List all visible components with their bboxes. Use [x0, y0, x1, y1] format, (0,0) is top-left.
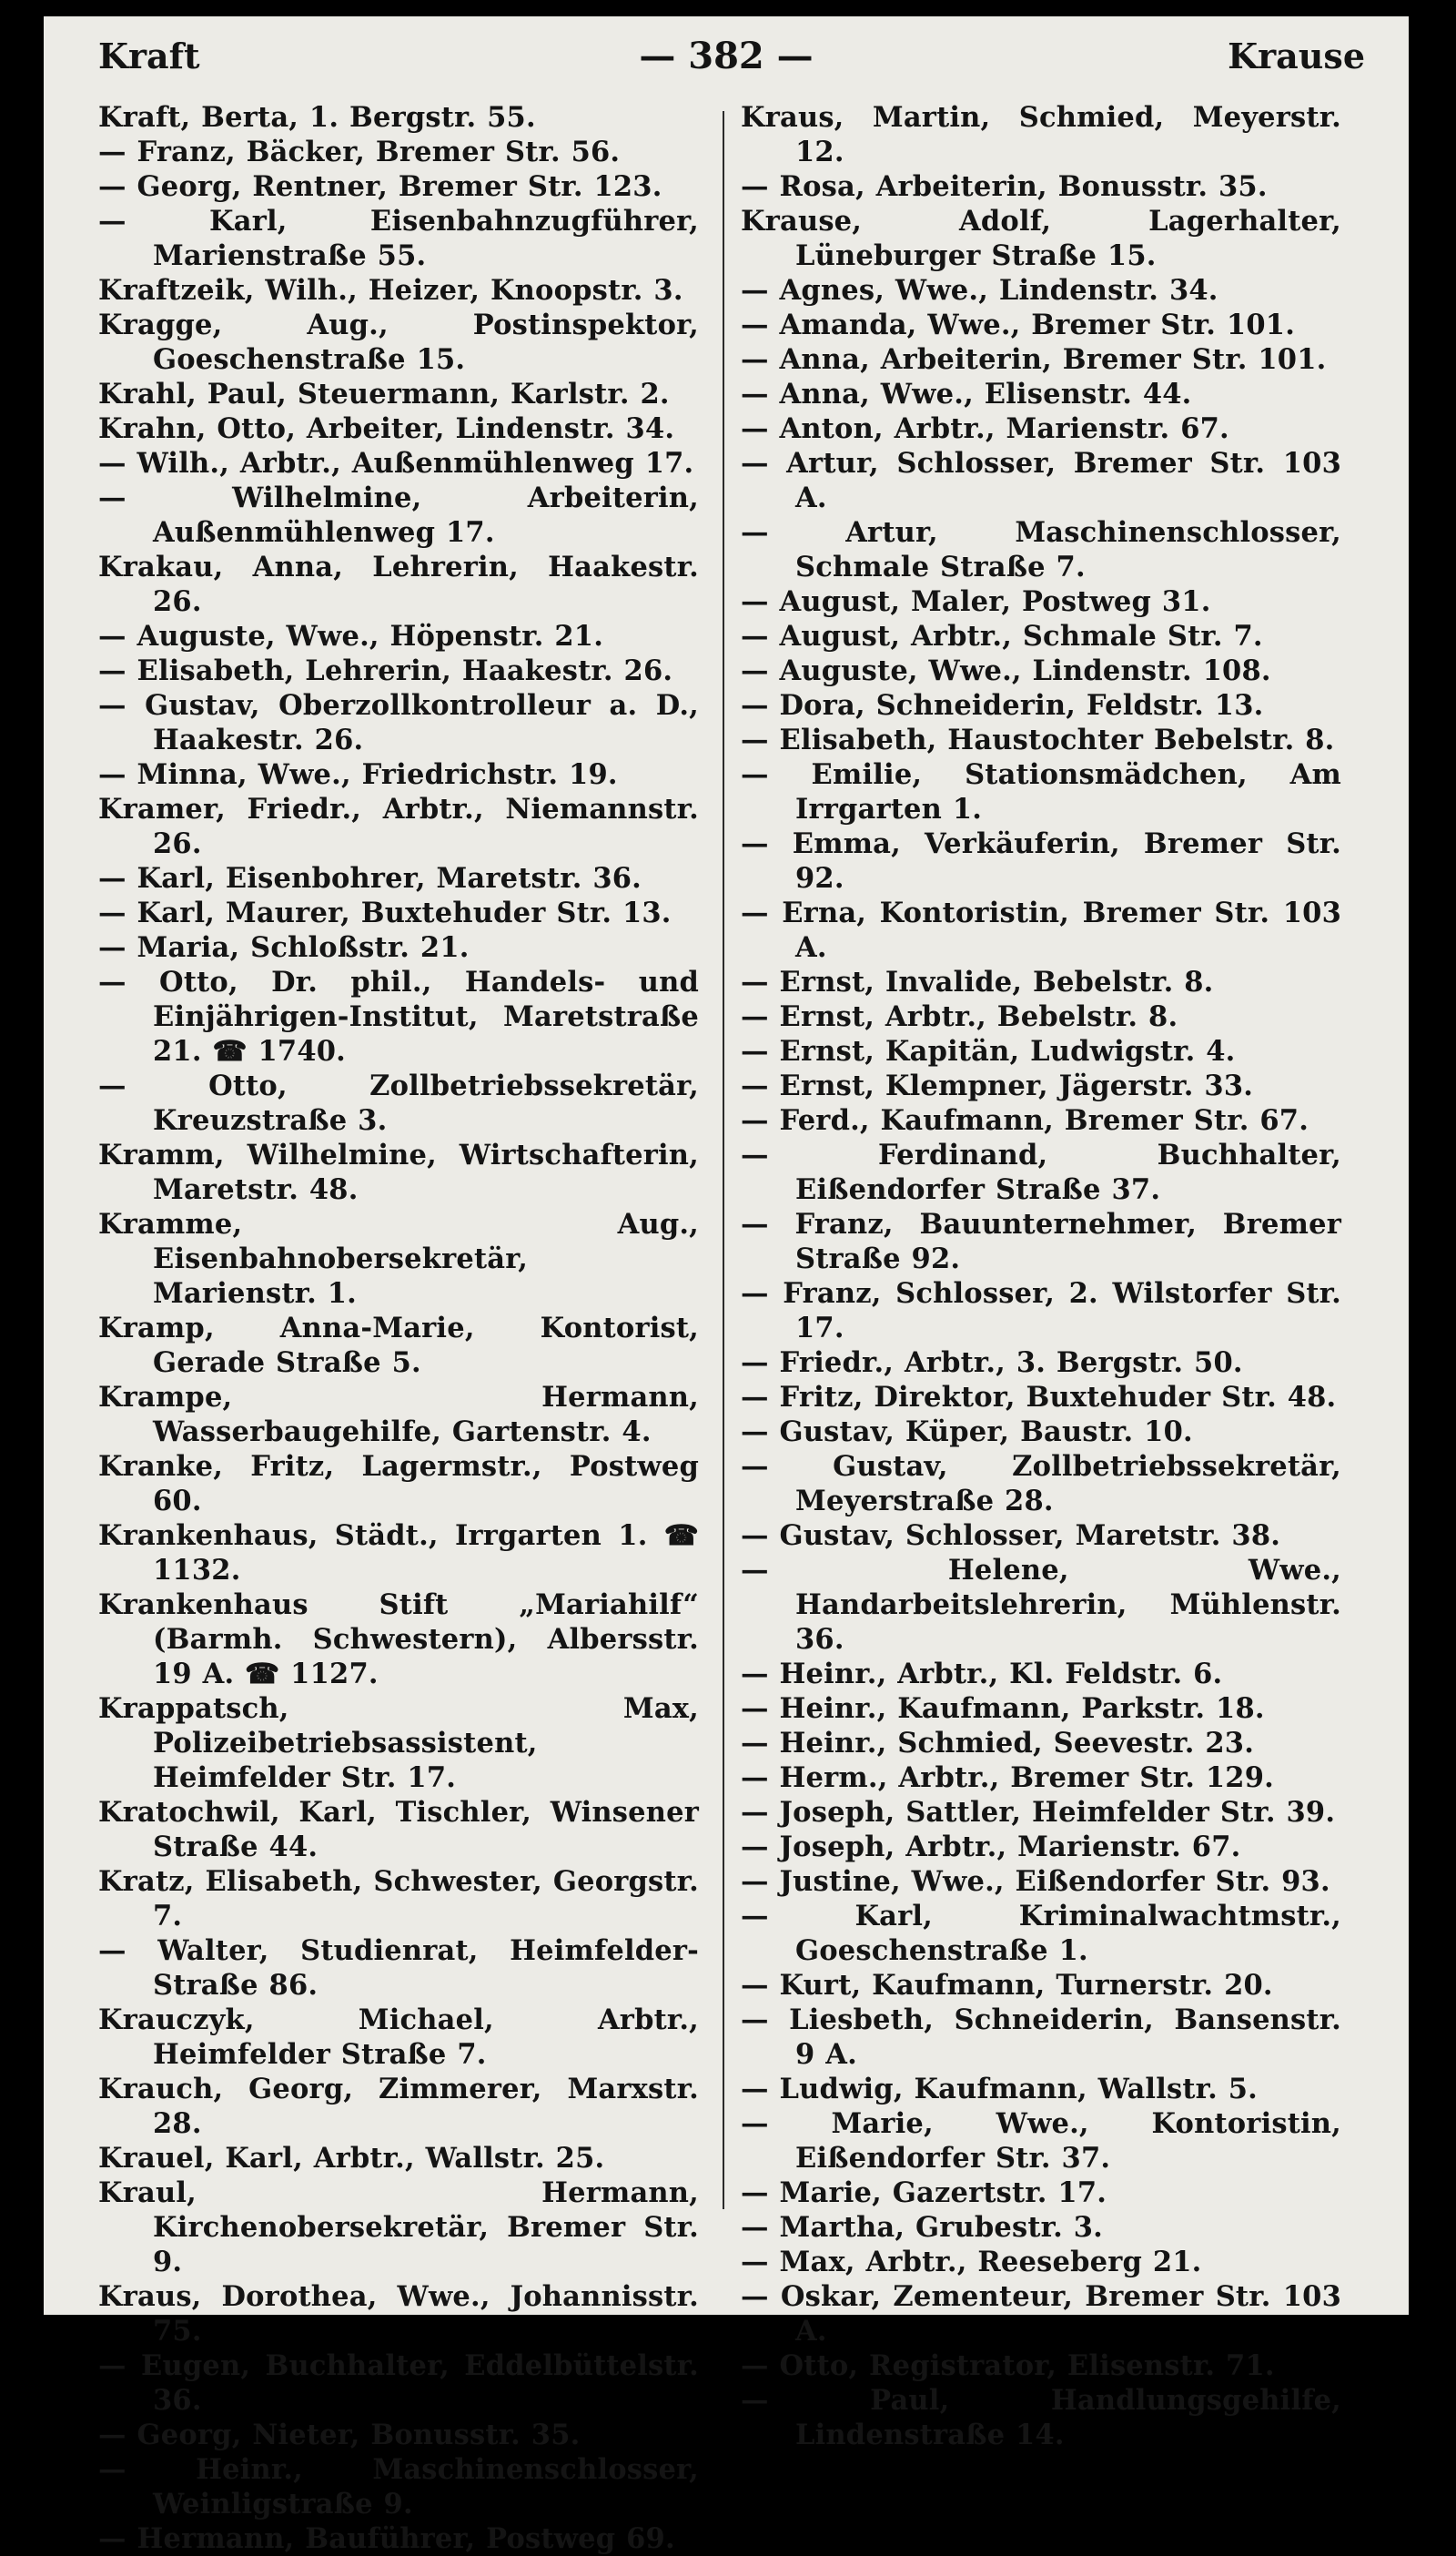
directory-entry: — Karl, Kriminalwachtmstr., Goeschenstraße 1.: [741, 1900, 1341, 1967]
directory-entry: — Georg, Nieter, Bonusstr. 35.: [98, 2419, 581, 2451]
directory-entry: — Ferdinand, Buchhalter, Eißendorfer Straße 37.: [741, 1139, 1341, 1206]
directory-entry: — Franz, Schlosser, 2. Wilstorfer Str. 17.: [741, 1277, 1341, 1344]
directory-entry: — Ernst, Arbtr., Bebelstr. 8.: [741, 1000, 1178, 1033]
directory-entry: Kraftzeik, Wilh., Heizer, Knoopstr. 3.: [98, 274, 683, 307]
directory-entry: — Wilh., Arbtr., Außenmühlenweg 17.: [98, 447, 694, 480]
header-right-keyword: Krause: [1228, 36, 1365, 76]
directory-entry: — Hermann, Bauführer, Postweg 69.: [98, 2522, 675, 2555]
left-column: [98, 100, 699, 2556]
directory-entry: — Emilie, Stationsmädchen, Am Irrgarten 1.: [741, 758, 1341, 826]
directory-entry: — Otto, Zollbetriebssekretär, Kreuzstraße 3.: [98, 1070, 699, 1137]
directory-entry: — Heinr., Schmied, Seevestr. 23.: [741, 1727, 1255, 1760]
header-left-keyword: Kraft: [98, 36, 200, 76]
directory-entry: — Franz, Bauunternehmer, Bremer Straße 92.: [741, 1208, 1341, 1275]
directory-entry: Krahn, Otto, Arbeiter, Lindenstr. 34.: [98, 412, 675, 445]
directory-entry: — Kurt, Kaufmann, Turnerstr. 20.: [741, 1969, 1273, 2002]
directory-entry: — Elisabeth, Haustochter Bebelstr. 8.: [741, 724, 1335, 756]
directory-entry: — Elisabeth, Lehrerin, Haakestr. 26.: [98, 654, 673, 687]
directory-entry: — Karl, Eisenbahnzugführer, Marienstraße 55.: [98, 205, 699, 272]
directory-entry: — Max, Arbtr., Reeseberg 21.: [741, 2246, 1202, 2278]
directory-entry: Krauel, Karl, Arbtr., Wallstr. 25.: [98, 2142, 605, 2175]
directory-entry: — Karl, Eisenbohrer, Maretstr. 36.: [98, 862, 642, 895]
directory-entry: — Joseph, Arbtr., Marienstr. 67.: [741, 1831, 1241, 1863]
directory-entry: — Heinr., Kaufmann, Parkstr. 18.: [741, 1692, 1265, 1725]
directory-entry: — Agnes, Wwe., Lindenstr. 34.: [741, 274, 1218, 307]
right-column: [741, 100, 1341, 2452]
directory-entry: — Minna, Wwe., Friedrichstr. 19.: [98, 758, 618, 791]
directory-entry: — Dora, Schneiderin, Feldstr. 13.: [741, 689, 1264, 722]
directory-entry: — Fritz, Direktor, Buxtehuder Str. 48.: [741, 1381, 1337, 1414]
directory-entry: — Ferd., Kaufmann, Bremer Str. 67.: [741, 1104, 1309, 1137]
directory-entry: — Liesbeth, Schneiderin, Bansenstr. 9 A.: [741, 2003, 1341, 2071]
directory-entry: Krauczyk, Michael, Arbtr., Heimfelder Straße 7.: [98, 2003, 699, 2071]
directory-entry: — Heinr., Maschinenschlosser, Weinligstraße 9.: [98, 2453, 699, 2520]
directory-entry: Krappatsch, Max, Polizeibetriebsassistent, Heimfelder Str. 17.: [98, 1692, 699, 1794]
directory-entry: — Justine, Wwe., Eißendorfer Str. 93.: [741, 1865, 1330, 1898]
directory-entry: — August, Arbtr., Schmale Str. 7.: [741, 620, 1263, 653]
directory-entry: — Auguste, Wwe., Höpenstr. 21.: [98, 620, 604, 653]
directory-entry: — Martha, Grubestr. 3.: [741, 2211, 1104, 2244]
directory-entry: Krampe, Hermann, Wasserbaugehilfe, Gartenstr. 4.: [98, 1381, 699, 1448]
directory-entry: — Emma, Verkäuferin, Bremer Str. 92.: [741, 827, 1341, 895]
directory-entry: — Marie, Wwe., Kontoristin, Eißendorfer Str. 37.: [741, 2107, 1341, 2175]
directory-entry: — Artur, Schlosser, Bremer Str. 103 A.: [741, 447, 1341, 514]
directory-entry: Krankenhaus Stift „Mariahilf“ (Barmh. Schwestern), Albersstr. 19 A. ☎ 1127.: [98, 1588, 699, 1690]
directory-entry: — August, Maler, Postweg 31.: [741, 585, 1211, 618]
directory-entry: Kramm, Wilhelmine, Wirtschafterin, Maretstr. 48.: [98, 1139, 699, 1206]
directory-entry: Krause, Adolf, Lagerhalter, Lüneburger Straße 15.: [741, 205, 1341, 272]
directory-entry: — Gustav, Oberzollkontrolleur a. D., Haakestr. 26.: [98, 689, 699, 756]
directory-entry: — Friedr., Arbtr., 3. Bergstr. 50.: [741, 1346, 1243, 1379]
column-divider: [723, 111, 724, 2209]
directory-entry: Kratz, Elisabeth, Schwester, Georgstr. 7.: [98, 1865, 699, 1932]
directory-entry: — Karl, Maurer, Buxtehuder Str. 13.: [98, 897, 672, 929]
directory-entry: — Artur, Maschinenschlosser, Schmale Straße 7.: [741, 516, 1341, 583]
directory-entry: — Anna, Arbeiterin, Bremer Str. 101.: [741, 343, 1327, 376]
directory-entry: — Otto, Registrator, Elisenstr. 71.: [741, 2349, 1275, 2382]
directory-entry: — Wilhelmine, Arbeiterin, Außenmühlenweg 17.: [98, 482, 699, 549]
directory-entry: — Amanda, Wwe., Bremer Str. 101.: [741, 309, 1296, 341]
directory-entry: — Joseph, Sattler, Heimfelder Str. 39.: [741, 1796, 1336, 1829]
directory-entry: Kramp, Anna-Marie, Kontorist, Gerade Straße 5.: [98, 1312, 699, 1379]
directory-entry: Kraus, Dorothea, Wwe., Johannisstr. 75.: [98, 2280, 699, 2348]
directory-entry: — Ernst, Kapitän, Ludwigstr. 4.: [741, 1035, 1236, 1068]
directory-entry: — Paul, Handlungsgehilfe, Lindenstraße 14.: [741, 2384, 1341, 2451]
directory-entry: Kraft, Berta, 1. Bergstr. 55.: [98, 101, 536, 134]
directory-entry: — Herm., Arbtr., Bremer Str. 129.: [741, 1761, 1274, 1794]
directory-entry: Krahl, Paul, Steuermann, Karlstr. 2.: [98, 378, 670, 411]
directory-entry: Kraul, Hermann, Kirchenobersekretär, Bremer Str. 9.: [98, 2176, 699, 2278]
directory-entry: Kramme, Aug., Eisenbahnobersekretär, Marienstr. 1.: [98, 1208, 699, 1310]
directory-entry: Kraus, Martin, Schmied, Meyerstr. 12.: [741, 101, 1341, 168]
directory-entry: — Rosa, Arbeiterin, Bonusstr. 35.: [741, 170, 1268, 203]
directory-entry: — Anna, Wwe., Elisenstr. 44.: [741, 378, 1192, 411]
directory-entry: — Maria, Schloßstr. 21.: [98, 931, 470, 964]
directory-entry: Krauch, Georg, Zimmerer, Marxstr. 28.: [98, 2073, 699, 2140]
directory-entry: Kranke, Fritz, Lagermstr., Postweg 60.: [98, 1450, 699, 1517]
directory-entry: — Marie, Gazertstr. 17.: [741, 2176, 1107, 2209]
directory-entry: Krakau, Anna, Lehrerin, Haakestr. 26.: [98, 551, 699, 618]
directory-entry: — Otto, Dr. phil., Handels- und Einjährigen-Institut, Maretstraße 21. ☎ 1740.: [98, 966, 699, 1068]
page-number: — 382 —: [639, 35, 814, 77]
directory-entry: Kragge, Aug., Postinspektor, Goeschenstraße 15.: [98, 309, 699, 376]
directory-entry: — Anton, Arbtr., Marienstr. 67.: [741, 412, 1229, 445]
directory-entry: Kratochwil, Karl, Tischler, Winsener Straße 44.: [98, 1796, 699, 1863]
directory-entry: — Ludwig, Kaufmann, Wallstr. 5.: [741, 2073, 1259, 2105]
directory-entry: — Georg, Rentner, Bremer Str. 123.: [98, 170, 662, 203]
directory-entry: Krankenhaus, Städt., Irrgarten 1. ☎ 1132.: [98, 1519, 699, 1587]
directory-entry: Kramer, Friedr., Arbtr., Niemannstr. 26.: [98, 793, 699, 860]
directory-entry: — Oskar, Zementeur, Bremer Str. 103 A.: [741, 2280, 1341, 2348]
directory-entry: — Auguste, Wwe., Lindenstr. 108.: [741, 654, 1271, 687]
directory-entry: — Gustav, Schlosser, Maretstr. 38.: [741, 1519, 1281, 1552]
directory-entry: — Ernst, Invalide, Bebelstr. 8.: [741, 966, 1214, 999]
directory-page: [44, 16, 1409, 2555]
directory-entry: — Ernst, Klempner, Jägerstr. 33.: [741, 1070, 1254, 1102]
directory-entry: — Gustav, Küper, Baustr. 10.: [741, 1415, 1193, 1448]
directory-entry: — Franz, Bäcker, Bremer Str. 56.: [98, 136, 621, 168]
directory-entry: — Gustav, Zollbetriebssekretär, Meyerstraße 28.: [741, 1450, 1341, 1517]
directory-entry: — Heinr., Arbtr., Kl. Feldstr. 6.: [741, 1658, 1223, 1690]
directory-entry: — Erna, Kontoristin, Bremer Str. 103 A.: [741, 897, 1341, 964]
directory-entry: — Walter, Studienrat, Heimfelder-Straße 86.: [98, 1934, 699, 2002]
directory-entry: — Eugen, Buchhalter, Eddelbüttelstr. 36.: [98, 2349, 699, 2417]
directory-entry: — Helene, Wwe., Handarbeitslehrerin, Mühlenstr. 36.: [741, 1554, 1341, 1656]
